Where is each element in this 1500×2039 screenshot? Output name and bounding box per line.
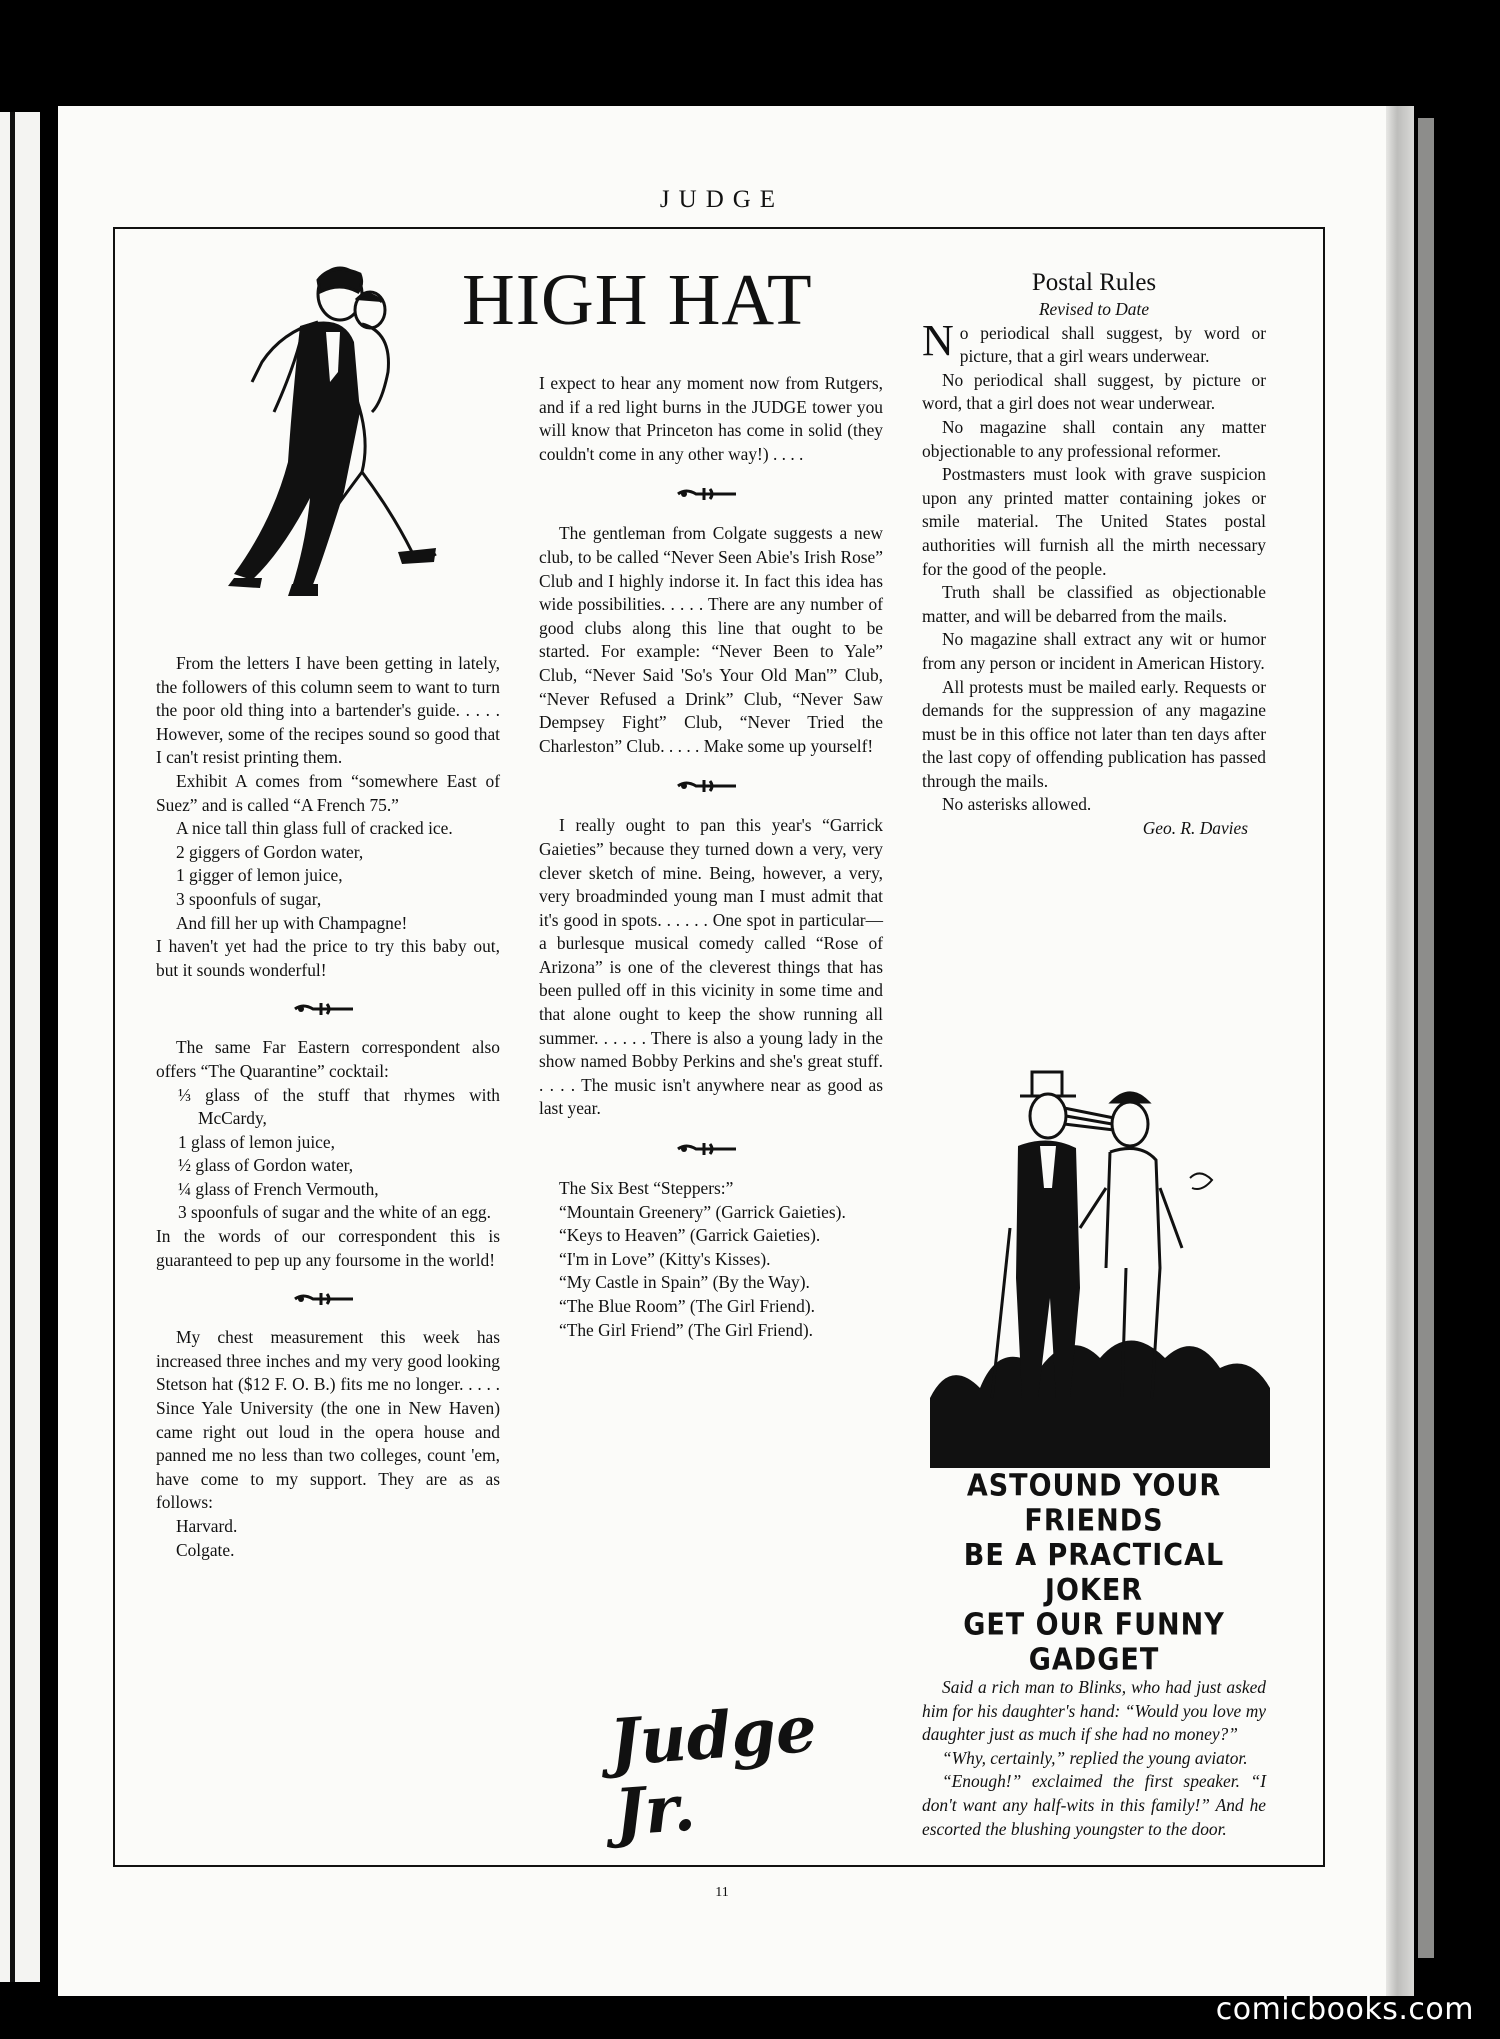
- recipe-line: ⅓ glass of the stuff that rhymes with McCardy,: [178, 1084, 500, 1129]
- stepper-item: “Mountain Greenery” (Garrick Gaieties).: [559, 1201, 846, 1222]
- col1-paragraph: Exhibit A comes from “somewhere East of Suez” and is called “A French 75.”: [156, 770, 500, 815]
- col1-paragraph: From the letters I have been getting in lately, the followers of this column seem to want to turn the poor old thing into a bartender's guide. . . . . However, some of the recipes sound so good that I can't resist printing them.: [156, 653, 500, 768]
- article-title: HIGH HAT: [462, 259, 813, 340]
- postal-rule: Truth shall be classified as objectionable matter, and will be debarred from the mails.: [922, 582, 1266, 626]
- college-line: Harvard.: [176, 1516, 238, 1536]
- col1-paragraph: I haven't yet had the price to try this baby out, but it sounds wonderful!: [156, 936, 500, 980]
- dancing-couple-illustration: [222, 262, 452, 607]
- section-ornament: [539, 466, 883, 522]
- column-1: [156, 652, 500, 1562]
- col1-paragraph: In the words of our correspondent this is guaranteed to pep up any foursome in the world!: [156, 1226, 500, 1270]
- ad-line: ASTOUND YOUR FRIENDS: [966, 1468, 1222, 1539]
- postal-rule: o periodical shall suggest, by word or picture, that a girl wears underwear.: [959, 322, 1266, 367]
- ad-line: BE A PRACTICAL JOKER: [963, 1538, 1225, 1608]
- joke-paragraph: “Why, certainly,” replied the young aviator.: [942, 1747, 1248, 1768]
- joke-paragraph: “Enough!” exclaimed the first speaker. “I don't want any half-wits in this family!” And he escorted the blushing youngster to the door.: [922, 1771, 1266, 1839]
- col1-paragraph: And fill her up with Champagne!: [176, 912, 408, 933]
- col2-paragraph: The gentleman from Colgate suggests a new club, to be called “Never Seen Abie's Irish Rose” Club and I highly indorse it. In fact this idea has wide possibilities. . . . . There are any number of good clubs along this line that ought to be started. For example: “Never Been to Yale” Club, “Never Said 'So's Your Old Man'” Club, “Never Refused a Drink” Club, “Never Saw Dempsey Fight” Club, “Never Tried the Charleston” Club. . . . . Make some up yourself!: [539, 523, 883, 756]
- postal-rule: No magazine shall contain any matter objectionable to any professional reformer.: [922, 416, 1266, 461]
- postal-rules-title: Postal Rules: [1031, 269, 1157, 296]
- facing-page-edge: [0, 112, 40, 1982]
- col2-paragraph: I expect to hear any moment now from Rutgers, and if a red light burns in the JUDGE tower you will know that Princeton has come in solid (they couldn't come in any other way!) . . . .: [539, 373, 883, 464]
- recipe-line: 1 glass of lemon juice,: [178, 1131, 335, 1152]
- ad-line: GET OUR FUNNY GADGET: [963, 1607, 1225, 1678]
- section-ornament: [539, 758, 883, 814]
- stepper-item: “The Girl Friend” (The Girl Friend).: [559, 1319, 814, 1340]
- page-binding: [1386, 106, 1414, 1996]
- ad-headline: [922, 1469, 1266, 1677]
- postal-rule: No magazine shall extract any wit or humor from any person or incident in American History.: [922, 629, 1266, 673]
- col1-paragraph: My chest measurement this week has increased three inches and my very good looking Stetson hat ($12 F. O. B.) fits me no longer. . . . . Since Yale University (the one in New Haven) came right out loud in the opera house and panned me no less than two colleges, count 'em, have come to my support. They are as as follows:: [156, 1327, 500, 1513]
- postal-rule: No asterisks allowed.: [942, 794, 1092, 815]
- section-ornament: [156, 982, 500, 1036]
- practical-joker-cartoon: [930, 1068, 1270, 1468]
- stepper-item: “I'm in Love” (Kitty's Kisses).: [559, 1248, 771, 1269]
- section-ornament: [539, 1121, 883, 1177]
- col1-paragraph: The same Far Eastern correspondent also offers “The Quarantine” cocktail:: [156, 1037, 500, 1081]
- recipe-line: 2 giggers of Gordon water,: [176, 841, 364, 862]
- recipe-line: ½ glass of Gordon water,: [178, 1155, 354, 1176]
- stepper-item: “The Blue Room” (The Girl Friend).: [559, 1296, 815, 1316]
- college-line: Colgate.: [176, 1539, 235, 1560]
- recipe-line: ¼ glass of French Vermouth,: [178, 1178, 379, 1199]
- postal-rules-subtitle: Revised to Date: [1038, 299, 1150, 319]
- recipe-line: 1 gigger of lemon juice,: [176, 865, 343, 886]
- postal-rule: Postmasters must look with grave suspicion upon any printed matter containing jokes or smile material. The United States postal authorities will furnish all the mirth necessary for the good of the people.: [922, 464, 1266, 579]
- masthead: JUDGE: [659, 186, 785, 213]
- handwritten-signature: Judge Jr.: [607, 1691, 819, 1851]
- steppers-heading: The Six Best “Steppers:”: [559, 1178, 734, 1199]
- author-credit: Geo. R. Davies: [1142, 818, 1248, 839]
- ad-block: [922, 1468, 1266, 1841]
- col1-paragraph: A nice tall thin glass full of cracked ice.: [176, 818, 453, 839]
- stepper-item: “Keys to Heaven” (Garrick Gaieties).: [559, 1225, 821, 1246]
- postal-rule: No periodical shall suggest, by picture or word, that a girl does not wear underwear.: [922, 369, 1266, 414]
- recipe-line: 3 spoonfuls of sugar,: [176, 888, 322, 909]
- postal-rule: All protests must be mailed early. Requests or demands for the suppression of any magazine must be in this office not later than ten days after the last copy of offending publication has passed through the mails.: [922, 676, 1266, 791]
- section-ornament: [156, 1272, 500, 1326]
- recipe-line: 3 spoonfuls of sugar and the white of an egg.: [178, 1202, 491, 1223]
- column-2: [539, 372, 883, 1342]
- joke-paragraph: Said a rich man to Blinks, who had just asked him for his daughter's hand: “Would you love my daughter just as much if she had no money?”: [922, 1677, 1266, 1745]
- drop-cap: N: [922, 315, 954, 365]
- stepper-item: “My Castle in Spain” (By the Way).: [559, 1272, 810, 1293]
- column-3: [922, 268, 1266, 841]
- page-binding-shadow: [1418, 118, 1434, 1958]
- col2-paragraph: I really ought to pan this year's “Garrick Gaieties” because they turned down a very, very clever sketch of mine. Being, however, a very, very broadminded young man I must admit that it's good in spots. . . . . . One spot in particular—a burlesque musical comedy called “Rose of Arizona” is one of the cleverest things that has been pulled off in this vicinity in some time and that alone ought to keep the show running all summer. . . . . . There is also a young lady in the show named Bobby Perkins and she's great stuff. . . . . The music isn't anywhere near as good as last year.: [539, 815, 883, 1119]
- page-number: 11: [715, 1885, 729, 1900]
- watermark: comicbooks.com: [1215, 1992, 1474, 2027]
